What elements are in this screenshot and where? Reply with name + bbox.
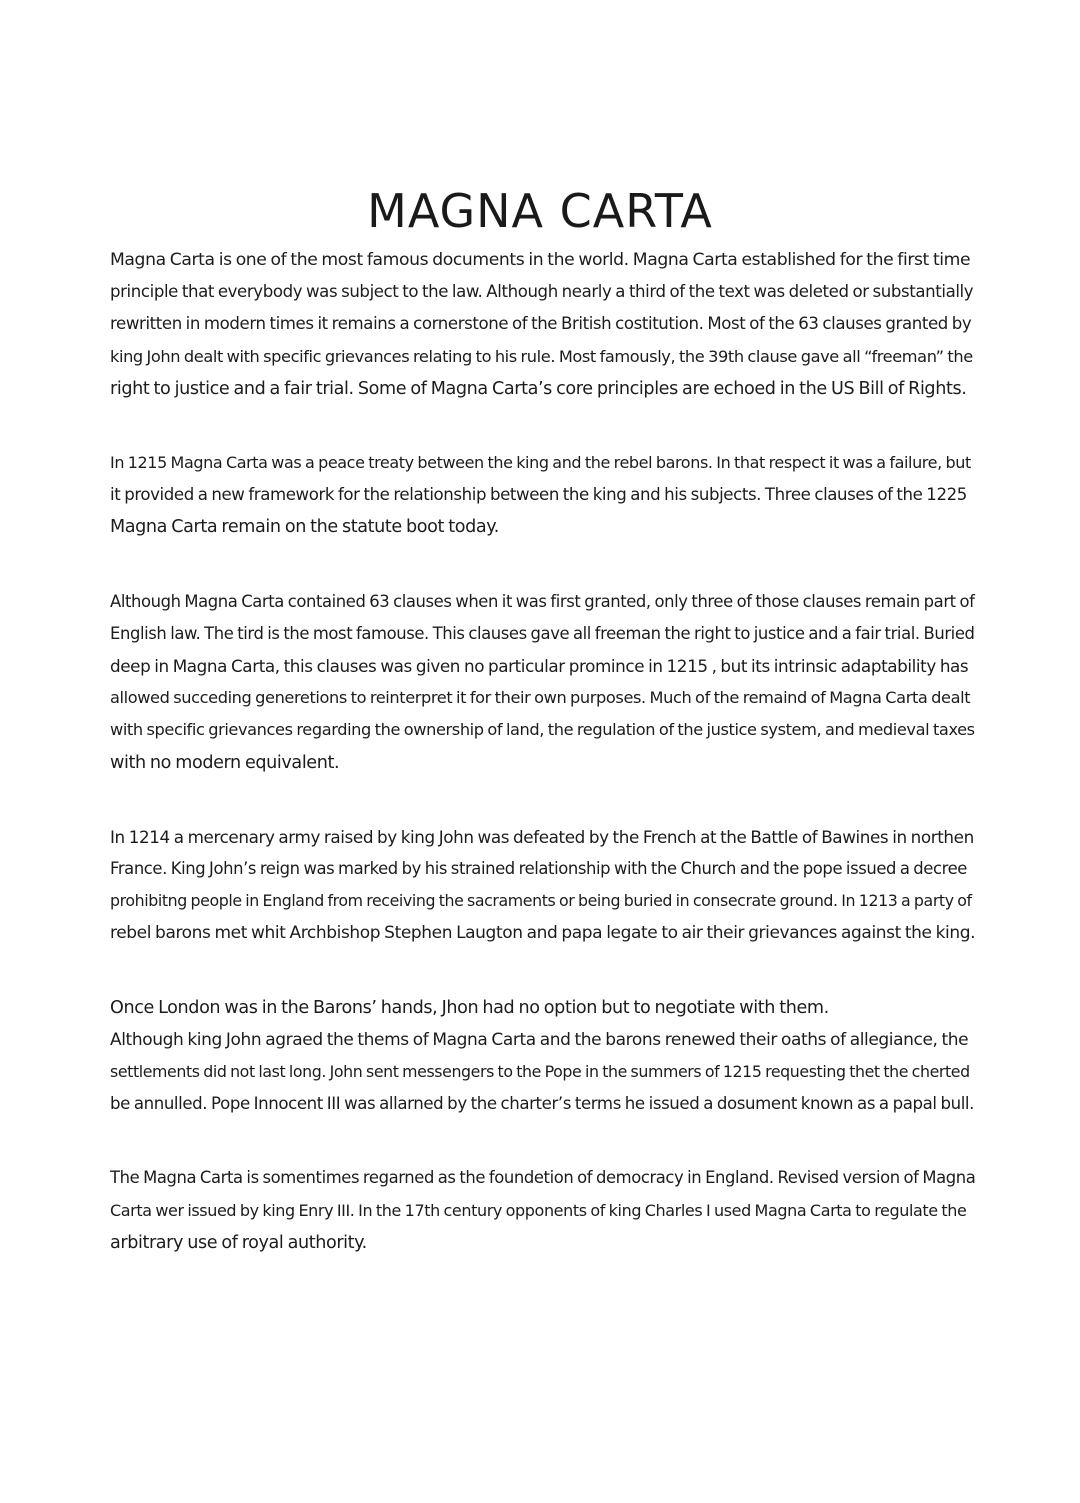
- text-line: Magna Carta is one of the most famous documents in the world. Magna Carta established for the first time: [110, 250, 971, 270]
- paragraph: [110, 992, 976, 1121]
- text-line: Once London was in the Barons’ hands, Jhon had no option but to negotiate with them.: [110, 997, 829, 1018]
- text-line: prohibitng people in England from receiving the sacraments or being buried in consecrate ground. In 1213 a party of: [110, 891, 972, 911]
- paragraph: [110, 821, 976, 950]
- paragraph: [110, 1162, 976, 1259]
- text-line: be annulled. Pope Innocent III was allarned by the charter’s terms he issued a dosument known as a papal bull.: [110, 1094, 975, 1114]
- text-line: principle that everybody was subject to the law. Although nearly a third of the text was deleted or substantially: [110, 282, 974, 302]
- text-line: Carta wer issued by king Enry III. In the 17th century opponents of king Charles I used Magna Carta to regulate the: [110, 1200, 967, 1220]
- text-line: Although Magna Carta contained 63 clauses when it was first granted, only three of those clauses remain part of: [110, 591, 975, 611]
- text-line: The Magna Carta is somentimes regarned as the foundetion of democracy in England. Revised version of Magna: [110, 1168, 976, 1188]
- text-line: Magna Carta remain on the statute boot today.: [110, 517, 499, 538]
- text-line: rewritten in modern times it remains a cornerstone of the British costitution. Most of the 63 clauses granted by: [110, 314, 972, 334]
- paragraph: [110, 244, 976, 405]
- text-line: settlements did not last long. John sent messengers to the Pope in the summers of 1215 requesting thet the cherted: [110, 1062, 970, 1082]
- text-line: deep in Magna Carta, this clauses was given no particular promince in 1215 , but its intrinsic adaptability has: [110, 656, 969, 677]
- paragraph: [110, 586, 976, 779]
- text-line: it provided a new framework for the relationship between the king and his subjects. Three clauses of the 1225: [110, 485, 967, 505]
- text-line: Although king John agraed the thems of Magna Carta and the barons renewed their oaths of allegiance, the: [110, 1029, 969, 1050]
- page-title: MAGNA CARTA: [325, 181, 755, 241]
- text-line: with specific grievances regarding the ownership of land, the regulation of the justice system, and medieval taxes: [110, 720, 975, 740]
- text-line: allowed succeding generetions to reinterpret it for their own purposes. Much of the remaind of Magna Carta dealt: [110, 688, 971, 708]
- text-line: arbitrary use of royal authority.: [110, 1232, 367, 1253]
- text-line: France. King John’s reign was marked by his strained relationship with the Church and the pope issued a decree: [110, 859, 967, 879]
- text-line: English law. The tird is the most famouse. This clauses gave all freeman the right to justice and a fair trial. Buried: [110, 623, 975, 643]
- document-body: [110, 244, 976, 1301]
- text-line: rebel barons met whit Archbishop Stephen Laugton and papa legate to air their grievances against the king.: [110, 923, 976, 944]
- text-line: In 1214 a mercenary army raised by king John was defeated by the French at the Battle of Bawines in northen: [110, 826, 974, 847]
- text-line: In 1215 Magna Carta was a peace treaty between the king and the rebel barons. In that respect it was a failure, but: [110, 453, 971, 473]
- text-line: right to justice and a fair trial. Some of Magna Carta’s core principles are echoed in the US Bill of Rights.: [110, 378, 967, 399]
- text-line: with no modern equivalent.: [110, 752, 340, 773]
- paragraph: [110, 447, 976, 544]
- text-line: king John dealt with specific grievances relating to his rule. Most famously, the 39th clause gave all “freeman” the: [110, 346, 973, 366]
